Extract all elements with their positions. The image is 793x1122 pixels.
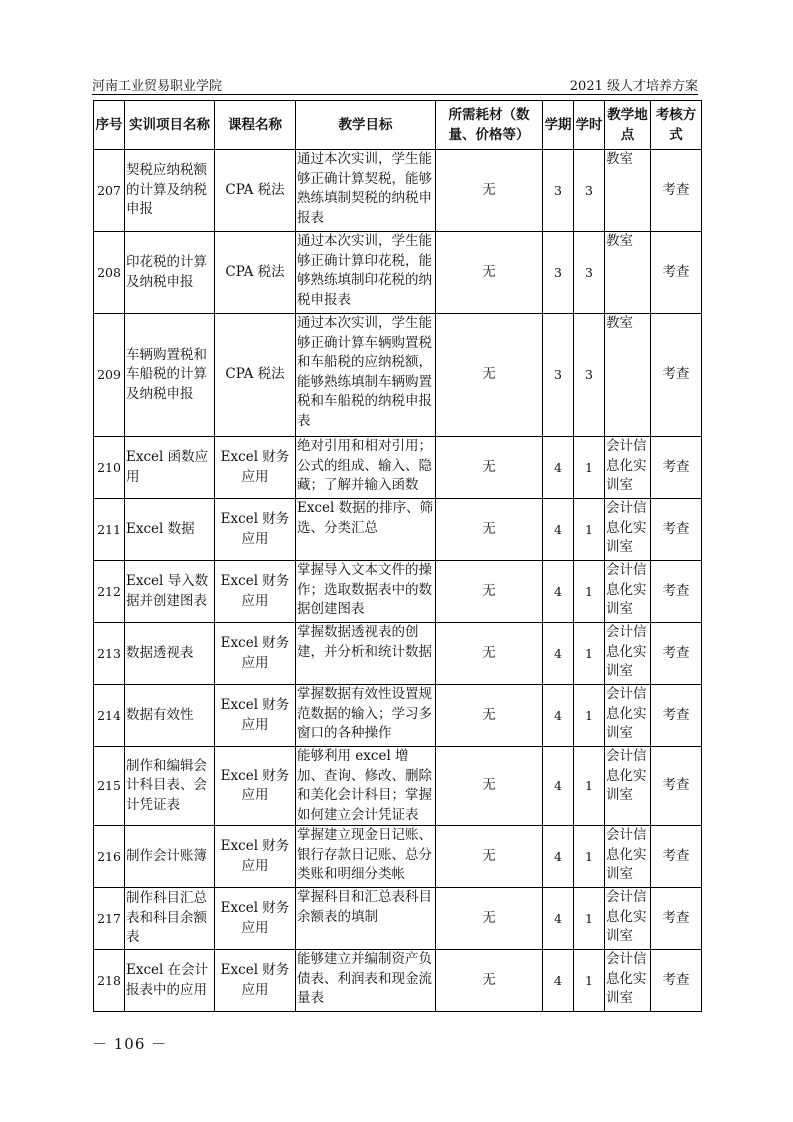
cell-course: Excel 财务应用 [215,888,296,950]
cell-item: Excel 在会计报表中的应用 [125,950,215,1012]
cell-goal: Excel 数据的排序、筛选、分类汇总 [296,499,436,561]
cell-materials: 无 [436,437,543,499]
cell-no: 207 [94,150,125,232]
cell-place: 教室 [605,314,651,437]
cell-materials: 无 [436,950,543,1012]
cell-no: 211 [94,499,125,561]
cell-hours: 1 [574,623,605,685]
cell-hours: 1 [574,561,605,623]
cell-course: CPA 税法 [215,232,296,314]
header-rule [92,94,698,95]
table-row [94,888,702,950]
cell-materials: 无 [436,623,543,685]
cell-item: 制作和编辑会计科目表、会计凭证表 [125,747,215,826]
cell-assess: 考查 [651,314,702,437]
cell-item: Excel 导入数据并创建图表 [125,561,215,623]
table-row [94,561,702,623]
cell-no: 216 [94,826,125,888]
cell-no: 208 [94,232,125,314]
col-header-assess: 考核方式 [651,101,702,150]
cell-assess: 考查 [651,747,702,826]
cell-assess: 考查 [651,150,702,232]
cell-place: 会计信息化实训室 [605,950,651,1012]
table-row [94,747,702,826]
cell-hours: 3 [574,232,605,314]
cell-item: Excel 数据 [125,499,215,561]
cell-no: 210 [94,437,125,499]
table-row [94,623,702,685]
table-row [94,150,702,232]
cell-place: 会计信息化实训室 [605,888,651,950]
table-row [94,826,702,888]
cell-no: 218 [94,950,125,1012]
cell-goal: 掌握导入文本文件的操作；选取数据表中的数据创建图表 [296,561,436,623]
cell-goal: 通过本次实训，学生能够正确计算印花税，能够熟练填制印花税的纳税申报表 [296,232,436,314]
col-header-term: 学期 [543,101,574,150]
cell-hours: 1 [574,826,605,888]
cell-course: Excel 财务应用 [215,499,296,561]
header-doc-title: 2021 级人才培养方案 [569,79,698,94]
page-number: － 106 － [92,1035,168,1053]
cell-term: 4 [543,561,574,623]
cell-goal: 掌握数据有效性设置规范数据的输入；学习多窗口的各种操作 [296,685,436,747]
cell-materials: 无 [436,747,543,826]
cell-goal: 能够建立并编制资产负债表、利润表和现金流量表 [296,950,436,1012]
cell-assess: 考查 [651,685,702,747]
cell-hours: 3 [574,150,605,232]
cell-term: 4 [543,888,574,950]
cell-term: 4 [543,685,574,747]
cell-no: 212 [94,561,125,623]
header-school-name: 河南工业贸易职业学院 [92,79,223,94]
cell-goal: 掌握科目和汇总表科目余额表的填制 [296,888,436,950]
cell-term: 3 [543,314,574,437]
cell-place: 会计信息化实训室 [605,685,651,747]
cell-course: Excel 财务应用 [215,950,296,1012]
cell-assess: 考查 [651,561,702,623]
cell-goal: 掌握建立现金日记账、银行存款日记账、总分类账和明细分类帐 [296,826,436,888]
cell-item: 印花税的计算及纳税申报 [125,232,215,314]
cell-goal: 能够利用 excel 增加、查询、修改、删除和美化会计科目；掌握如何建立会计凭证表 [296,747,436,826]
cell-hours: 1 [574,888,605,950]
cell-place: 会计信息化实训室 [605,747,651,826]
cell-course: CPA 税法 [215,314,296,437]
cell-place: 会计信息化实训室 [605,561,651,623]
cell-course: Excel 财务应用 [215,561,296,623]
cell-place: 会计信息化实训室 [605,437,651,499]
cell-materials: 无 [436,232,543,314]
cell-hours: 1 [574,685,605,747]
cell-goal: 掌握数据透视表的创建，并分析和统计数据 [296,623,436,685]
cell-assess: 考查 [651,232,702,314]
cell-hours: 1 [574,499,605,561]
cell-term: 3 [543,150,574,232]
cell-item: 制作科目汇总表和科目余额表 [125,888,215,950]
cell-no: 214 [94,685,125,747]
cell-materials: 无 [436,561,543,623]
cell-hours: 1 [574,950,605,1012]
cell-no: 217 [94,888,125,950]
cell-materials: 无 [436,826,543,888]
cell-item: Excel 函数应用 [125,437,215,499]
col-header-materials: 所需耗材（数量、价格等） [436,101,543,150]
cell-item: 制作会计账簿 [125,826,215,888]
col-header-item: 实训项目名称 [125,101,215,150]
cell-hours: 1 [574,747,605,826]
cell-term: 4 [543,499,574,561]
cell-assess: 考查 [651,888,702,950]
cell-term: 3 [543,232,574,314]
cell-goal: 绝对引用和相对引用；公式的组成、输入、隐藏；了解并输入函数 [296,437,436,499]
cell-materials: 无 [436,499,543,561]
table-row [94,685,702,747]
cell-place: 会计信息化实训室 [605,623,651,685]
cell-assess: 考查 [651,437,702,499]
cell-hours: 1 [574,437,605,499]
table-row [94,499,702,561]
cell-place: 会计信息化实训室 [605,826,651,888]
cell-course: Excel 财务应用 [215,747,296,826]
cell-materials: 无 [436,314,543,437]
col-header-place: 教学地点 [605,101,651,150]
cell-place: 会计信息化实训室 [605,499,651,561]
cell-no: 213 [94,623,125,685]
col-header-goal: 教学目标 [296,101,436,150]
cell-course: Excel 财务应用 [215,826,296,888]
cell-assess: 考查 [651,623,702,685]
table-row [94,950,702,1012]
table-row [94,437,702,499]
cell-course: CPA 税法 [215,150,296,232]
cell-materials: 无 [436,150,543,232]
cell-item: 数据透视表 [125,623,215,685]
cell-course: Excel 财务应用 [215,437,296,499]
cell-course: Excel 财务应用 [215,623,296,685]
col-header-course: 课程名称 [215,101,296,150]
cell-term: 4 [543,623,574,685]
cell-item: 车辆购置税和车船税的计算及纳税申报 [125,314,215,437]
cell-hours: 3 [574,314,605,437]
col-header-no: 序号 [94,101,125,150]
cell-assess: 考查 [651,826,702,888]
cell-place: 教室 [605,232,651,314]
cell-materials: 无 [436,888,543,950]
cell-goal: 通过本次实训，学生能够正确计算契税，能够熟练填制契税的纳税申报表 [296,150,436,232]
cell-materials: 无 [436,685,543,747]
cell-term: 4 [543,950,574,1012]
cell-no: 215 [94,747,125,826]
cell-item: 数据有效性 [125,685,215,747]
cell-place: 教室 [605,150,651,232]
cell-course: Excel 财务应用 [215,685,296,747]
cell-term: 4 [543,747,574,826]
cell-term: 4 [543,826,574,888]
training-table [93,100,702,1012]
cell-term: 4 [543,437,574,499]
cell-assess: 考查 [651,950,702,1012]
table-row [94,232,702,314]
table-header-row [94,101,702,150]
cell-assess: 考查 [651,499,702,561]
cell-item: 契税应纳税额的计算及纳税申报 [125,150,215,232]
col-header-hours: 学时 [574,101,605,150]
cell-no: 209 [94,314,125,437]
cell-goal: 通过本次实训，学生能够正确计算车辆购置税和车船税的应纳税额，能够熟练填制车辆购置税和车船税的纳税申报表 [296,314,436,437]
table-row [94,314,702,437]
